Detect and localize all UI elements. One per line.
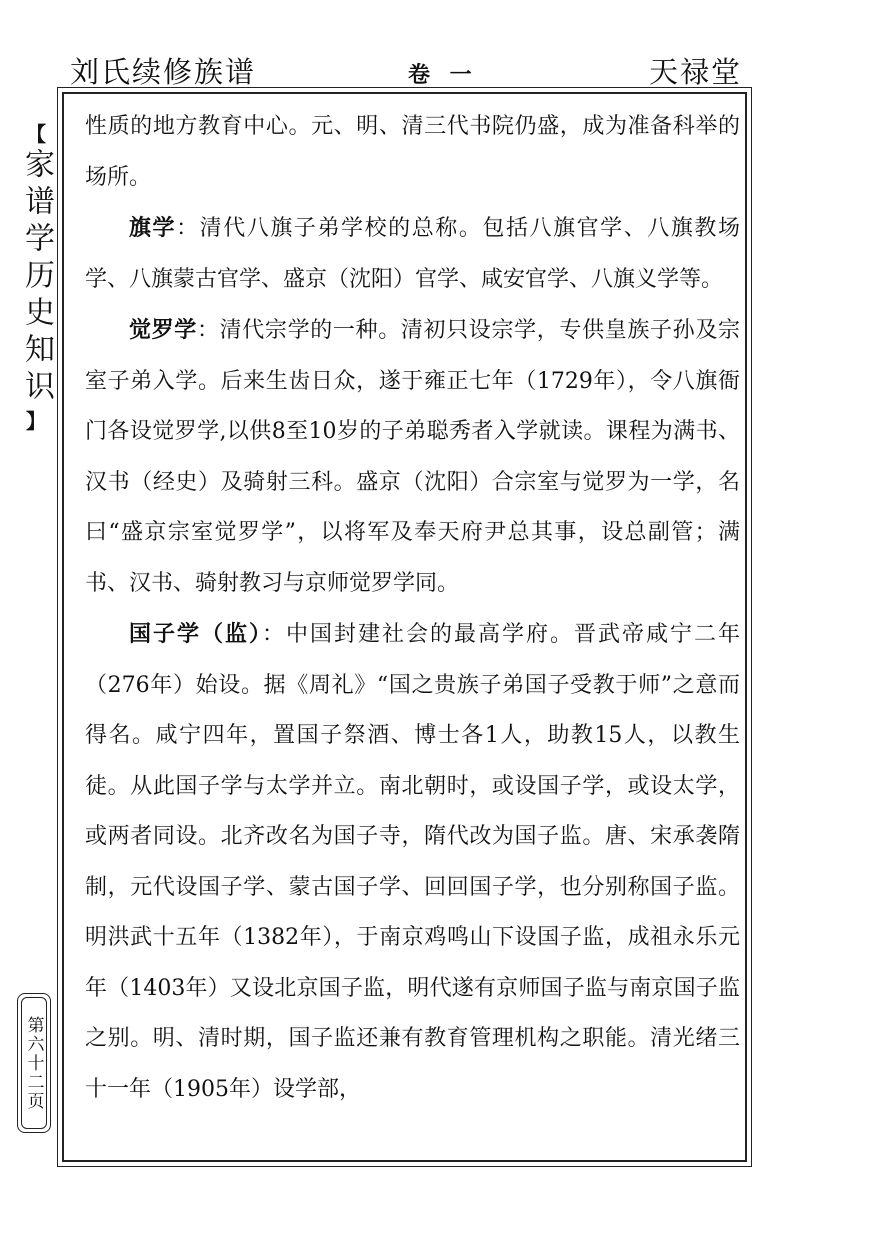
page-number-tab-inner bbox=[21, 997, 47, 1129]
term-heading: 觉罗学 bbox=[129, 317, 197, 343]
term-heading: 旗学 bbox=[129, 215, 177, 241]
term-heading: 国子学（监） bbox=[129, 621, 262, 647]
header-genealogy-title: 刘氏续修族谱 bbox=[70, 55, 257, 89]
header-hall-name: 天禄堂 bbox=[648, 55, 742, 89]
paragraph-text: ：中国封建社会的最高学府。晋武帝咸宁二年（276年）始设。据《周礼》“国之贵族子弟国子受教于师”之意而得名。咸宁四年，置国子祭酒、博士各1人，助教15人，以教生徒。从此国子学与太学并立。南北朝时，或设国子学，或设太学，或两者同设。北齐改名为国子寺，隋代改为国子监。唐、宋承袭隋制，元代设国子学、蒙古国子学、回回国子学，也分别称国子监。明洪武十五年（1382年），于南京鸡鸣山下设国子监，成祖永乐元年（1403年）又设北京国子监，明代遂有京师国子监与南京国子监之别。明、清时期，国子监还兼有教育管理机构之职能。清光绪三十一年（1905年）设学部， bbox=[85, 622, 740, 1102]
side-tab-open-bracket: 【 bbox=[26, 122, 46, 146]
side-tab-title: 家谱学历史知识 bbox=[19, 148, 54, 407]
paragraph-guozixue bbox=[85, 609, 740, 1115]
paragraph-text: ：清代八旗子弟学校的总称。包括八旗官学、八旗教场学、八旗蒙古官学、盛京（沈阳）官学、咸安官学、八旗义学等。 bbox=[85, 216, 740, 292]
page-number-tab bbox=[17, 993, 51, 1133]
paragraph-continuation bbox=[85, 102, 740, 203]
paragraph-text: 性质的地方教育中心。元、明、清三代书院仍盛，成为准备科举的场所。 bbox=[85, 114, 740, 190]
body-text bbox=[85, 102, 740, 1115]
side-section-tab bbox=[15, 124, 57, 460]
paragraph-qixue bbox=[85, 203, 740, 305]
header-volume: 卷 一 bbox=[408, 62, 478, 88]
page-number-label: 第六十二页 bbox=[23, 1015, 44, 1111]
side-tab-close-bracket: 】 bbox=[26, 409, 46, 433]
paragraph-jueluoxue bbox=[85, 305, 740, 609]
paragraph-text: ：清代宗学的一种。清初只设宗学，专供皇族子孙及宗室子弟入学。后来生齿日众，遂于雍正七年（1729年），令八旗衙门各设觉罗学,以供8至10岁的子弟聪秀者入学就读。课程为满书、汉书（经史）及骑射三科。盛京（沈阳）合宗室与觉罗为一学，名曰“盛京宗室觉罗学”，以将军及奉天府尹总其事，设总副管；满书、汉书、骑射教习与京师觉罗学同。 bbox=[85, 318, 740, 596]
